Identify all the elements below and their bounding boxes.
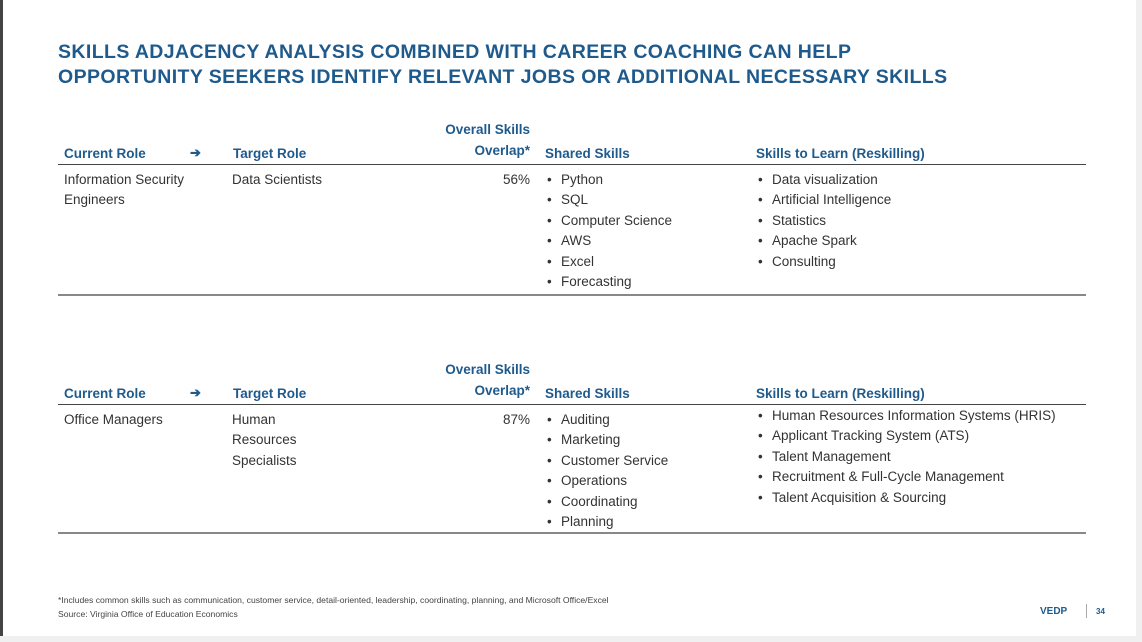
header-overall-skills-overlap: [445, 119, 530, 161]
list-item: • Artificial Intelligence: [756, 190, 1086, 210]
header-divider: [58, 164, 1086, 165]
table-header: [58, 118, 1086, 164]
list-item: • Python: [545, 170, 745, 190]
list-item: • Customer Service: [545, 451, 745, 471]
list-item: • Statistics: [756, 211, 1086, 231]
overlap-cell: 87%: [502, 412, 530, 427]
header-overlap-line-2: Overlap*: [474, 143, 530, 158]
list-item: • Apache Spark: [756, 231, 1086, 251]
footer-separator: [1086, 604, 1087, 618]
list-item: • Applicant Tracking System (ATS): [756, 426, 1086, 446]
header-shared-skills: Shared Skills: [545, 146, 630, 161]
shared-skills-list: [545, 170, 745, 292]
header-overlap-line-1: Overall Skills: [445, 122, 530, 137]
header-divider: [58, 404, 1086, 405]
shared-skills-list: [545, 410, 745, 532]
table-bottom-divider: [58, 532, 1086, 534]
arrow-right-icon: ➔: [190, 145, 201, 160]
arrow-right-icon: ➔: [190, 385, 201, 400]
source-text: Source: Virginia Office of Education Economics: [58, 609, 238, 619]
header-skills-to-learn: Skills to Learn (Reskilling): [756, 146, 925, 161]
window-right-border: [1136, 0, 1142, 642]
list-item: • Human Resources Information Systems (HRIS): [756, 406, 1086, 426]
footnotes: [58, 593, 609, 621]
list-item: • Auditing: [545, 410, 745, 430]
list-item: • Data visualization: [756, 170, 1086, 190]
slide-title-line-1: SKILLS ADJACENCY ANALYSIS COMBINED WITH CAREER COACHING CAN HELP: [58, 41, 852, 63]
list-item: • Excel: [545, 252, 745, 272]
header-target-role: Target Role: [233, 146, 307, 161]
list-item: • Planning: [545, 512, 745, 532]
footnote-text: *Includes common skills such as communication, customer service, detail-oriented, leadership, coordinating, planning, and Microsoft Office/Excel: [58, 595, 609, 605]
skills-to-learn-list: [756, 170, 1086, 272]
current-role-cell: Information Security Engineers: [64, 172, 185, 208]
skills-to-learn-list: [756, 406, 1086, 508]
header-overlap-line-2: Overlap*: [474, 383, 530, 398]
table-header: [58, 358, 1086, 404]
page-number: 34: [1096, 607, 1105, 616]
slide-title: [58, 40, 1098, 90]
window-bottom-border: [0, 636, 1142, 642]
header-overall-skills-overlap: [445, 359, 530, 401]
list-item: • AWS: [545, 231, 745, 251]
header-current-role: Current Role: [64, 386, 146, 401]
table-bottom-divider: [58, 294, 1086, 296]
skills-table-1: [58, 118, 1086, 296]
header-target-role: Target Role: [233, 386, 307, 401]
current-role-cell: Office Managers: [64, 412, 163, 427]
list-item: • Forecasting: [545, 272, 745, 292]
list-item: • Coordinating: [545, 492, 745, 512]
target-role-cell: Data Scientists: [232, 172, 323, 187]
list-item: • SQL: [545, 190, 745, 210]
brand-logo: VEDP: [1040, 606, 1068, 617]
list-item: • Talent Management: [756, 447, 1086, 467]
list-item: • Operations: [545, 471, 745, 491]
list-item: • Talent Acquisition & Sourcing: [756, 488, 1086, 508]
header-current-role: Current Role: [64, 146, 146, 161]
list-item: • Marketing: [545, 430, 745, 450]
skills-table-2: [58, 358, 1086, 534]
window-left-border: [0, 0, 3, 642]
list-item: • Recruitment & Full-Cycle Management: [756, 467, 1086, 487]
header-overlap-line-1: Overall Skills: [445, 362, 530, 377]
list-item: • Consulting: [756, 252, 1086, 272]
list-item: • Computer Science: [545, 211, 745, 231]
slide-title-line-2: OPPORTUNITY SEEKERS IDENTIFY RELEVANT JOBS OR ADDITIONAL NECESSARY SKILLS: [58, 66, 948, 88]
overlap-cell: 56%: [502, 172, 530, 187]
header-shared-skills: Shared Skills: [545, 386, 630, 401]
target-role-cell: Human Resources Specialists: [232, 412, 297, 468]
header-skills-to-learn: Skills to Learn (Reskilling): [756, 386, 925, 401]
